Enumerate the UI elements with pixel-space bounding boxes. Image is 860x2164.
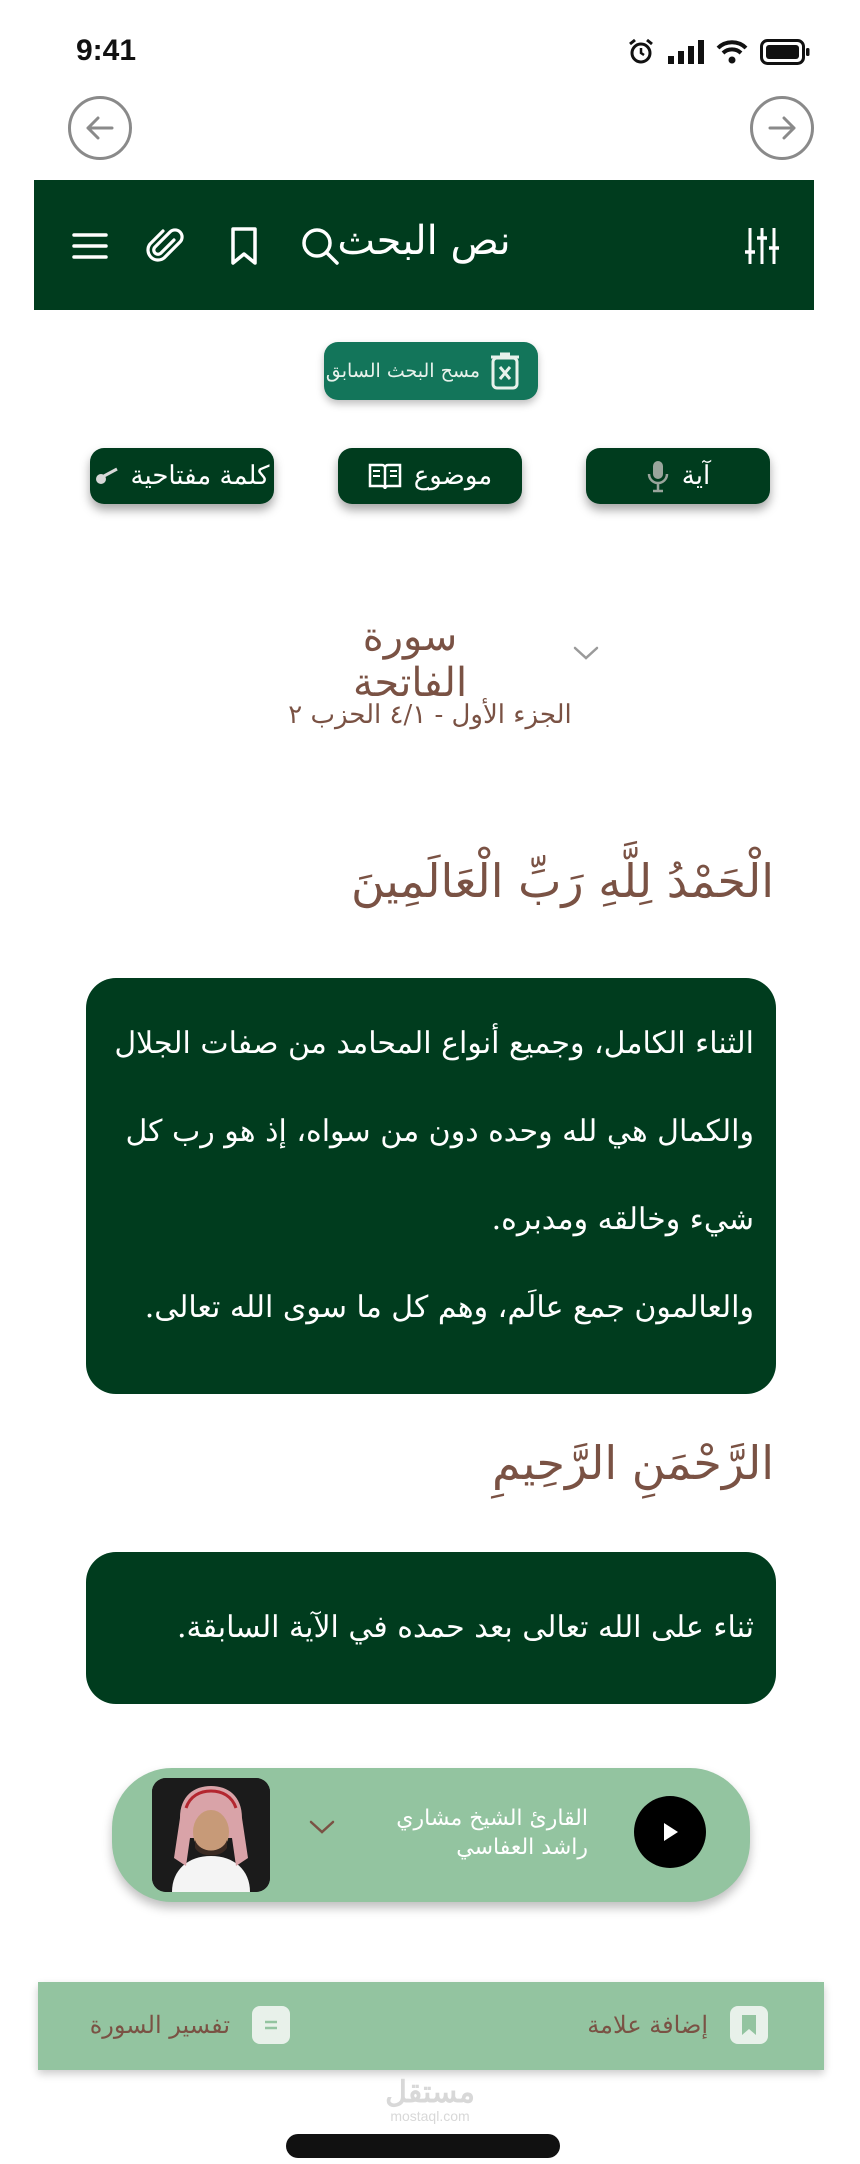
filter-keyword-label: كلمة مفتاحية	[130, 461, 270, 491]
tafsir-line: شيء وخالقه ومدبره.	[491, 1202, 754, 1237]
status-bar	[0, 0, 860, 100]
chevron-down-icon	[572, 644, 600, 662]
watermark	[370, 2078, 490, 2124]
menu-icon	[72, 231, 108, 261]
trash-icon	[490, 352, 520, 390]
search-button[interactable]	[298, 224, 342, 268]
arrow-right-icon	[764, 110, 800, 146]
tafsir-line: ثناء على الله تعالى بعد حمده في الآية السابقة.	[176, 1610, 754, 1645]
sliders-icon	[744, 226, 780, 266]
search-icon	[300, 226, 340, 266]
filter-verse[interactable]	[586, 448, 770, 504]
add-bookmark-label: إضافة علامة	[587, 2011, 708, 2039]
tafsir-box	[86, 1552, 776, 1704]
filter-keyword[interactable]	[90, 448, 274, 504]
forward-button[interactable]	[750, 96, 814, 160]
surah-tafsir-button[interactable]	[90, 2006, 290, 2044]
microphone-icon	[646, 459, 670, 493]
reciter-avatar	[152, 1778, 270, 1892]
surah-meta: الجزء الأول - ٤/١ الحزب ٢	[288, 700, 572, 730]
filter-verse-label: آية	[681, 461, 711, 491]
page-title: نص البحث	[337, 218, 511, 264]
player-expand-button[interactable]	[308, 1818, 336, 1840]
list-icon	[262, 2016, 280, 2034]
status-time: 9:41	[76, 34, 137, 67]
chevron-down-icon	[308, 1818, 336, 1836]
bookmark-icon	[740, 2014, 758, 2036]
signal-icon	[668, 40, 704, 64]
tafsir-box	[86, 978, 776, 1394]
filter-topic-label: موضوع	[413, 461, 493, 491]
tafsir-line: والعالمون جمع عالَم، وهم كل ما سوى الله تعالى.	[144, 1290, 754, 1325]
arrow-left-icon	[82, 110, 118, 146]
tafsir-tile	[252, 2006, 290, 2044]
verse-text: الْحَمْدُ لِلَّهِ رَبِّ الْعَالَمِينَ	[350, 854, 774, 908]
battery-icon	[760, 39, 810, 65]
surah-dropdown[interactable]	[572, 644, 600, 666]
add-bookmark-button[interactable]	[587, 2006, 768, 2044]
wifi-icon	[716, 40, 748, 64]
bookmark-icon	[229, 226, 259, 266]
surah-tafsir-label: تفسير السورة	[89, 2011, 230, 2039]
bookmark-button[interactable]	[222, 224, 266, 268]
paperclip-icon	[146, 226, 186, 266]
book-icon	[368, 461, 402, 491]
play-button[interactable]	[634, 1796, 706, 1868]
clear-search-label: مسح البحث السابق	[325, 360, 480, 382]
alarm-icon	[626, 38, 656, 66]
status-icons	[626, 38, 810, 66]
watermark-en: mostaql.com	[390, 2108, 470, 2124]
menu-button[interactable]	[68, 224, 112, 268]
clear-search-button[interactable]	[324, 342, 538, 400]
filter-settings-button[interactable]	[740, 224, 784, 268]
back-button[interactable]	[68, 96, 132, 160]
app-header	[34, 180, 814, 310]
tafsir-line: والكمال هي لله وحده دون من سواه، إذ هو رب كل	[125, 1114, 754, 1149]
key-icon	[95, 467, 119, 485]
reciter-line: القارئ الشيخ مشاري	[396, 1806, 588, 1831]
watermark-ar: مستقل	[385, 2076, 475, 2109]
filter-topic[interactable]	[338, 448, 522, 504]
tafsir-line: الثناء الكامل، وجميع أنواع المحامد من صفات الجلال	[114, 1026, 754, 1061]
bottom-bar	[38, 1982, 824, 2070]
bookmark-tile	[730, 2006, 768, 2044]
surah-name: سورة الفاتحة	[352, 614, 468, 706]
audio-player	[112, 1768, 750, 1902]
verse-text: الرَّحْمَنِ الرَّحِيمِ	[492, 1436, 774, 1490]
reciter-name	[362, 1804, 588, 1862]
reciter-line: راشد العفاسي	[456, 1835, 588, 1860]
play-icon	[660, 1821, 680, 1843]
attach-button[interactable]	[144, 224, 188, 268]
home-indicator[interactable]	[286, 2134, 560, 2158]
